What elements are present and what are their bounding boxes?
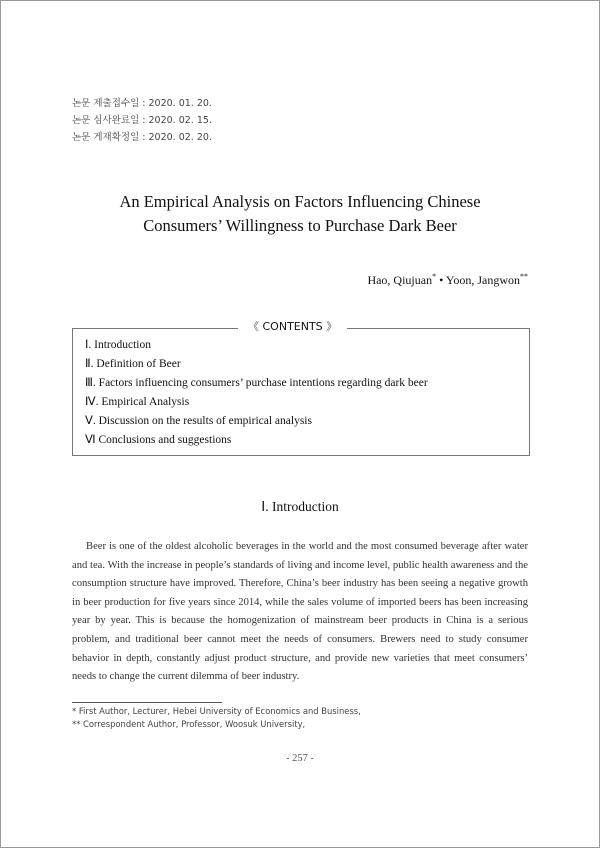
footnote-divider	[72, 702, 222, 703]
contents-item: Ⅱ. Definition of Beer	[85, 358, 181, 370]
body-paragraph: Beer is one of the oldest alcoholic beverages in the world and the most consumed beverage after water and tea. With the increase in people’s standards of living and income level, public health awareness and the consumption structure have improved. Therefore, China’s beer industry has been seeing a negative growth in beer production for five years since 2014, while the sales volume of imported beers has been increasing year by year. This is because the homogenization of mainstream beer products in China is a serious problem, and traditional beer cannot meet the needs of consumers. Brewers need to study consumer behavior in depth, constantly adjust product structure, and provide new varieties that meet consumers’ needs to change the current dilemma of beer industry.	[72, 541, 528, 683]
footnote-corresponding-author: ** Correspondent Author, Professor, Woosuk University,	[72, 719, 306, 729]
author-line	[367, 272, 528, 288]
footnotes	[72, 705, 361, 731]
footnote-first-author: * First Author, Lecturer, Hebei University of Economics and Business,	[72, 706, 361, 716]
author-separator: •	[436, 273, 446, 287]
contents-item: Ⅲ. Factors influencing consumers’ purchase intentions regarding dark beer	[85, 377, 428, 389]
contents-item: Ⅵ Conclusions and suggestions	[85, 434, 232, 446]
second-author: Yoon, Jangwon	[445, 273, 520, 287]
title-line-2: Consumers’ Willingness to Purchase Dark Beer	[143, 216, 457, 235]
contents-item: Ⅰ. Introduction	[85, 339, 151, 351]
paper-title	[0, 190, 600, 238]
contents-item: Ⅳ. Empirical Analysis	[85, 396, 190, 408]
first-author: Hao, Qiujuan	[367, 273, 433, 287]
contents-list	[85, 336, 428, 450]
submission-dates	[72, 95, 212, 146]
contents-item: Ⅴ. Discussion on the results of empirical analysis	[85, 415, 312, 427]
second-author-mark: **	[520, 272, 528, 281]
section-heading: Ⅰ. Introduction	[261, 499, 339, 514]
date-received: 논문 제출접수일 : 2020. 01. 20.	[72, 98, 212, 109]
title-line-1: An Empirical Analysis on Factors Influencing Chinese	[119, 192, 481, 211]
contents-header: 《 CONTENTS 》	[238, 318, 347, 334]
page-number: - 257 -	[286, 753, 314, 764]
date-reviewed: 논문 심사완료일 : 2020. 02. 15.	[72, 115, 212, 126]
first-author-mark: *	[432, 272, 437, 281]
date-accepted: 논문 게재확정일 : 2020. 02. 20.	[72, 132, 212, 143]
